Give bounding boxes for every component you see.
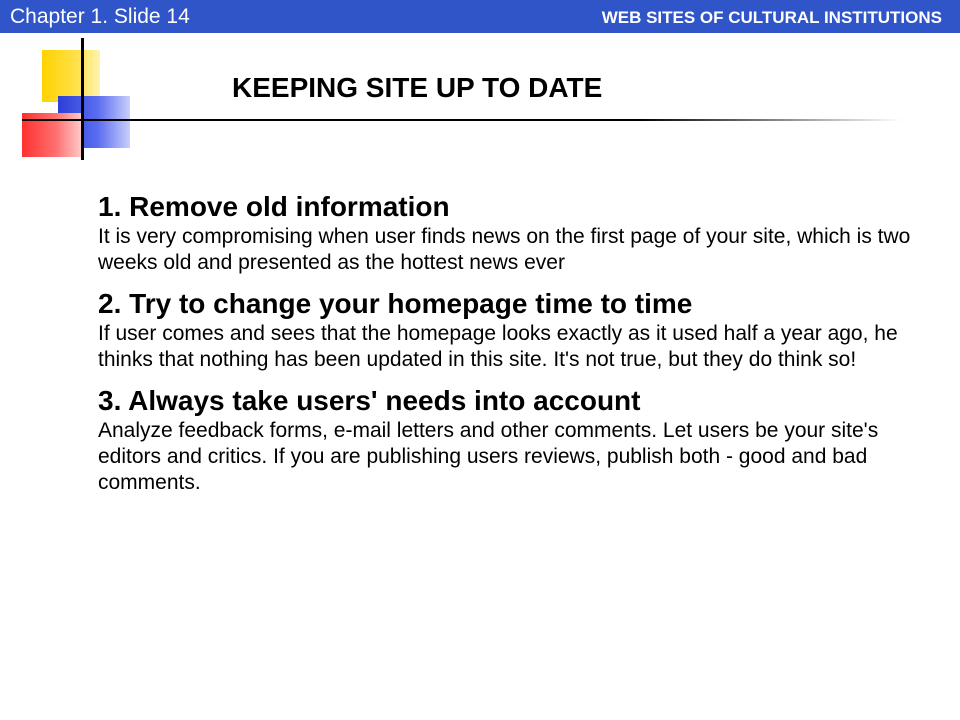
section-heading: 1. Remove old information — [98, 191, 450, 222]
course-title: WEB SITES OF CULTURAL INSTITUTIONS — [601, 8, 942, 27]
slide-content — [98, 190, 918, 507]
yellow-square-decoration — [42, 50, 100, 102]
chapter-label: Chapter 1. Slide 14 — [10, 5, 190, 28]
section-body: Analyze feedback forms, e-mail letters and other comments. Let users be your site's editors and critics. If you are publishing users reviews, publish both - good and bad comments. — [98, 419, 879, 494]
horizontal-rule — [22, 119, 902, 121]
vertical-rule — [81, 38, 84, 160]
section-heading: 2. Try to change your homepage time to time — [98, 288, 693, 319]
slide-title: KEEPING SITE UP TO DATE — [232, 72, 603, 103]
section-heading: 3. Always take users' needs into account — [98, 385, 641, 416]
section-change-homepage — [98, 287, 918, 373]
section-body: If user comes and sees that the homepage looks exactly as it used half a year ago, he thinks that nothing has been updated in this site. It's not true, but they do think so! — [98, 322, 898, 371]
header-bar — [0, 0, 960, 33]
section-user-needs — [98, 384, 918, 496]
section-body: It is very compromising when user finds news on the first page of your site, which is two weeks old and presented as the hottest news ever — [98, 225, 911, 274]
section-remove-old-info — [98, 190, 918, 276]
